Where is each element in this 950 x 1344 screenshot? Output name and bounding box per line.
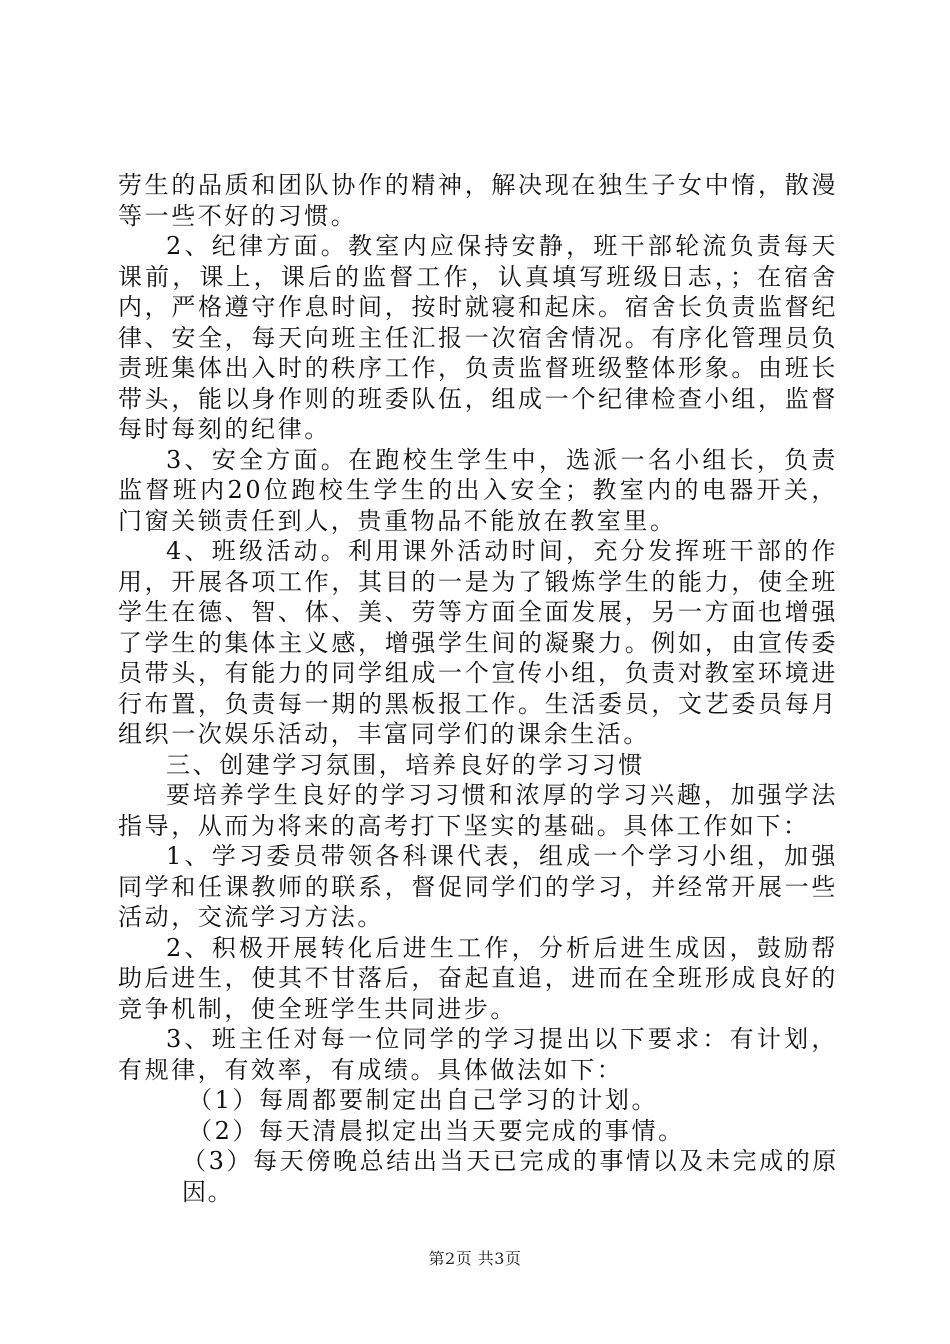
paragraph-continuation: 劳生的品质和团队协作的精神，解决现在独生子女中惰，散漫等一些不好的习惯。 (118, 171, 838, 230)
list-item-morning-plan: （2）每天清晨拟定出当天要完成的事情。 (188, 1116, 685, 1145)
list-item-evening-summary: （3）每天傍晚总结出当天已完成的事情以及未完成的原因。 (182, 1147, 838, 1206)
paragraph-discipline: 2、纪律方面。教室内应保持安静，班干部轮流负责每天课前，课上，课后的监督工作，认真填写班级日志，；在宿舍内，严格遵守作息时间，按时就寝和起床。宿舍长负责监督纪律、安全，每天向班主任汇报一次宿舍情况。有序化管理员负责班集体出入时的秩序工作，负责监督班级整体形象。由班长带头，能以身作则的班委队伍，组成一个纪律检查小组，监督每时每刻的纪律。 (118, 232, 838, 443)
paragraph-underachievers: 2、积极开展转化后进生工作，分析后进生成因，鼓励帮助后进生，使其不甘落后，奋起直追，进而在全班形成良好的竞争机制，使全班学生共同进步。 (118, 933, 838, 1023)
page-footer: 第2页 共3页 (428, 1249, 522, 1268)
paragraph-study-habits-intro: 要培养学生良好的学习习惯和浓厚的学习兴趣，加强学法指导，从而为将来的高考打下坚实的基础。具体工作如下： (118, 781, 838, 840)
document-body (118, 170, 838, 1207)
paragraph-safety: 3、安全方面。在跑校生学生中，选派一名小组长，负责监督班内20位跑校生学生的出入安全；教室内的电器开关，门窗关锁责任到人，贵重物品不能放在教室里。 (118, 445, 838, 535)
paragraph-study-group: 1、学习委员带领各科课代表，组成一个学习小组，加强同学和任课教师的联系，督促同学们的学习，并经常开展一些活动，交流学习方法。 (118, 842, 838, 931)
paragraph-requirements: 3、班主任对每一位同学的学习提出以下要求：有计划，有规律，有效率，有成绩。具体做法如下： (118, 1025, 838, 1084)
paragraph-class-activities: 4、班级活动。利用课外活动时间，充分发挥班干部的作用，开展各项工作，其目的一是为了锻炼学生的能力，使全班学生在德、智、体、美、劳等方面全面发展，另一方面也增强了学生的集体主义感，增强学生间的凝聚力。例如，由宣传委员带头，有能力的同学组成一个宣传小组，负责对教室环境进行布置，负责每一期的黑板报工作。生活委员，文艺委员每月组织一次娱乐活动，丰富同学们的课余生活。 (118, 537, 838, 748)
list-item-weekly-plan: （1）每周都要制定出自己学习的计划。 (188, 1086, 659, 1114)
section-heading-study-atmosphere: 三、创建学习氛围，培养良好的学习习惯 (166, 750, 645, 779)
